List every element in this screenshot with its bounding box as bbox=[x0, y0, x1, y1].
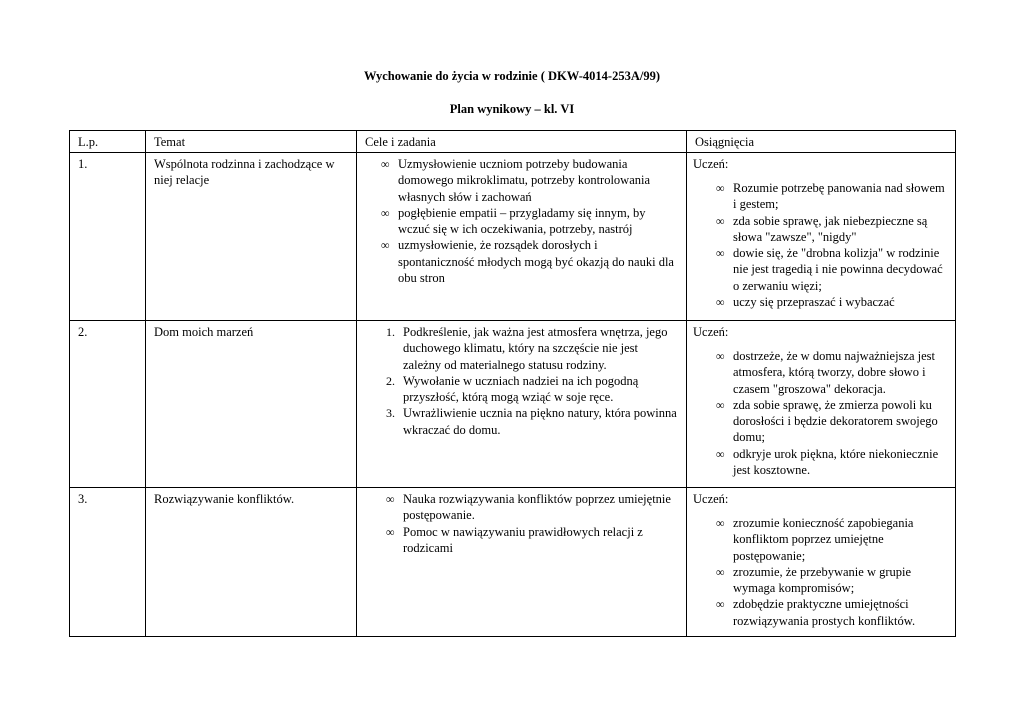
row1-osiagniecia-list bbox=[716, 180, 948, 310]
row2-lp-cell bbox=[69, 321, 146, 488]
header-cele: Cele i zadania bbox=[365, 135, 436, 149]
row1-lp-cell bbox=[69, 153, 146, 321]
row3-temat: Rozwiązywanie konfliktów. bbox=[154, 492, 295, 506]
list-number: 1. bbox=[386, 325, 395, 339]
infinity-bullet-icon: ∞ bbox=[381, 157, 390, 171]
row2-osiagniecia-cell bbox=[687, 321, 956, 488]
row1-cele-list bbox=[381, 156, 675, 286]
list-item: 3. Uwrażliwienie ucznia na piękno natury, która powinna wkraczać do domu. bbox=[386, 406, 677, 437]
header-lp-cell bbox=[69, 130, 146, 153]
row3-lp: 3. bbox=[78, 492, 88, 506]
row1-temat: Wspólnota rodzinna i zachodzące w niej relacje bbox=[154, 157, 335, 188]
row1-cele-cell bbox=[357, 153, 687, 321]
infinity-bullet-icon: ∞ bbox=[716, 516, 725, 530]
infinity-bullet-icon: ∞ bbox=[381, 205, 390, 220]
list-item: ∞ pogłębienie empatii – przygladamy się innym, by wczuć się w ich oczekiwania, potrzeby, nastrój bbox=[381, 205, 646, 237]
row2-lp: 2. bbox=[78, 325, 88, 339]
row2-osiagniecia-list bbox=[716, 348, 950, 478]
infinity-bullet-icon: ∞ bbox=[386, 524, 395, 539]
header-osiagniecia-cell bbox=[687, 130, 956, 153]
row3-osiagniecia-cell bbox=[687, 488, 956, 637]
document-subtitle: Plan wynikowy – kl. VI bbox=[449, 102, 575, 116]
row2-cele-cell bbox=[357, 321, 687, 488]
list-item: ∞ Rozumie potrzebę panowania nad słowem i gestem; bbox=[716, 181, 945, 212]
infinity-bullet-icon: ∞ bbox=[716, 446, 725, 461]
list-item: ∞ zda sobie sprawę, że zmierza powoli ku dorosłości i będzie dekoratorem swojego domu; bbox=[716, 397, 938, 445]
row2-temat: Dom moich marzeń bbox=[154, 325, 254, 339]
infinity-bullet-icon: ∞ bbox=[716, 597, 725, 612]
list-item: ∞ zda sobie sprawę, jak niebezpieczne są słowa "zawsze", "nigdy" bbox=[716, 213, 928, 244]
row2-osiagniecia-lead: Uczeń: bbox=[693, 325, 729, 339]
infinity-bullet-icon: ∞ bbox=[716, 213, 725, 228]
row2-temat-cell bbox=[146, 321, 357, 488]
infinity-bullet-icon: ∞ bbox=[716, 349, 725, 363]
infinity-bullet-icon: ∞ bbox=[716, 295, 725, 310]
list-item: ∞ odkryje urok piękna, które niekoniecznie jest kosztowne. bbox=[716, 446, 939, 478]
document-title: Wychowanie do życia w rodzinie ( DKW-4014-253A/99) bbox=[363, 69, 661, 83]
infinity-bullet-icon: ∞ bbox=[716, 397, 725, 412]
row3-lp-cell bbox=[69, 488, 146, 637]
row2-cele-list bbox=[386, 324, 678, 438]
row1-lp: 1. bbox=[78, 157, 88, 171]
list-item: ∞ zrozumie konieczność zapobiegania konfliktom poprzez umiejętne postępowanie; bbox=[716, 516, 914, 563]
list-item: ∞ uczy się przepraszać i wybaczać bbox=[716, 295, 895, 310]
infinity-bullet-icon: ∞ bbox=[716, 181, 725, 195]
infinity-bullet-icon: ∞ bbox=[716, 564, 725, 579]
list-item: ∞ uzmysłowienie, że rozsądek dorosłych i spontaniczność młodych mogą być okazją do nauki dla obu stron bbox=[381, 238, 674, 286]
list-item: 2. Wywołanie w uczniach nadziei na ich pogodną przyszłość, którą mogą wziąć w soje ręce. bbox=[386, 373, 639, 405]
list-item: 1. Podkreślenie, jak ważna jest atmosfera wnętrza, jego duchowego klimatu, który na szczęście nie jest zależny od materialnego statusu rodziny. bbox=[386, 325, 668, 372]
header-cele-cell bbox=[357, 130, 687, 153]
row3-temat-cell bbox=[146, 488, 357, 637]
infinity-bullet-icon: ∞ bbox=[386, 492, 395, 506]
header-temat-cell bbox=[146, 130, 357, 153]
header-lp: L.p. bbox=[78, 135, 99, 149]
infinity-bullet-icon: ∞ bbox=[381, 238, 390, 253]
row3-osiagniecia-list bbox=[716, 515, 946, 629]
infinity-bullet-icon: ∞ bbox=[716, 246, 725, 261]
row1-temat-cell bbox=[146, 153, 357, 321]
list-item: ∞ zdobędzie praktyczne umiejętności rozwiązywania prostych konfliktów. bbox=[716, 597, 916, 628]
list-item: ∞ Nauka rozwiązywania konfliktów poprzez umiejętnie postępowanie. bbox=[386, 492, 671, 523]
row3-cele-cell bbox=[357, 488, 687, 637]
list-item: ∞ dostrzeże, że w domu najważniejsza jest atmosfera, którą tworzy, dobre słowo i czasem "groszowa" dekoracja. bbox=[716, 349, 935, 396]
list-item: ∞ Uzmysłowienie uczniom potrzeby budowania domowego mikroklimatu, potrzeby kontrolowania własnych słów i zachowań bbox=[381, 157, 651, 204]
row3-osiagniecia-lead: Uczeń: bbox=[693, 492, 729, 506]
row1-osiagniecia-lead: Uczeń: bbox=[693, 157, 729, 171]
row1-osiagniecia-cell bbox=[687, 153, 956, 321]
list-number: 2. bbox=[386, 373, 395, 388]
list-item: ∞ dowie się, że "drobna kolizja" w rodzinie nie jest tragedią i nie powinna decydować o zerwaniu więzi; bbox=[716, 246, 943, 293]
row3-cele-list bbox=[386, 491, 676, 556]
header-osiagniecia: Osiągnięcia bbox=[695, 135, 755, 149]
list-number: 3. bbox=[386, 406, 395, 421]
header-temat: Temat bbox=[154, 135, 186, 149]
list-item: ∞ Pomoc w nawiązywaniu prawidłowych relacji z rodzicami bbox=[386, 524, 643, 555]
list-item: ∞ zrozumie, że przebywanie w grupie wymaga kompromisów; bbox=[716, 564, 912, 596]
